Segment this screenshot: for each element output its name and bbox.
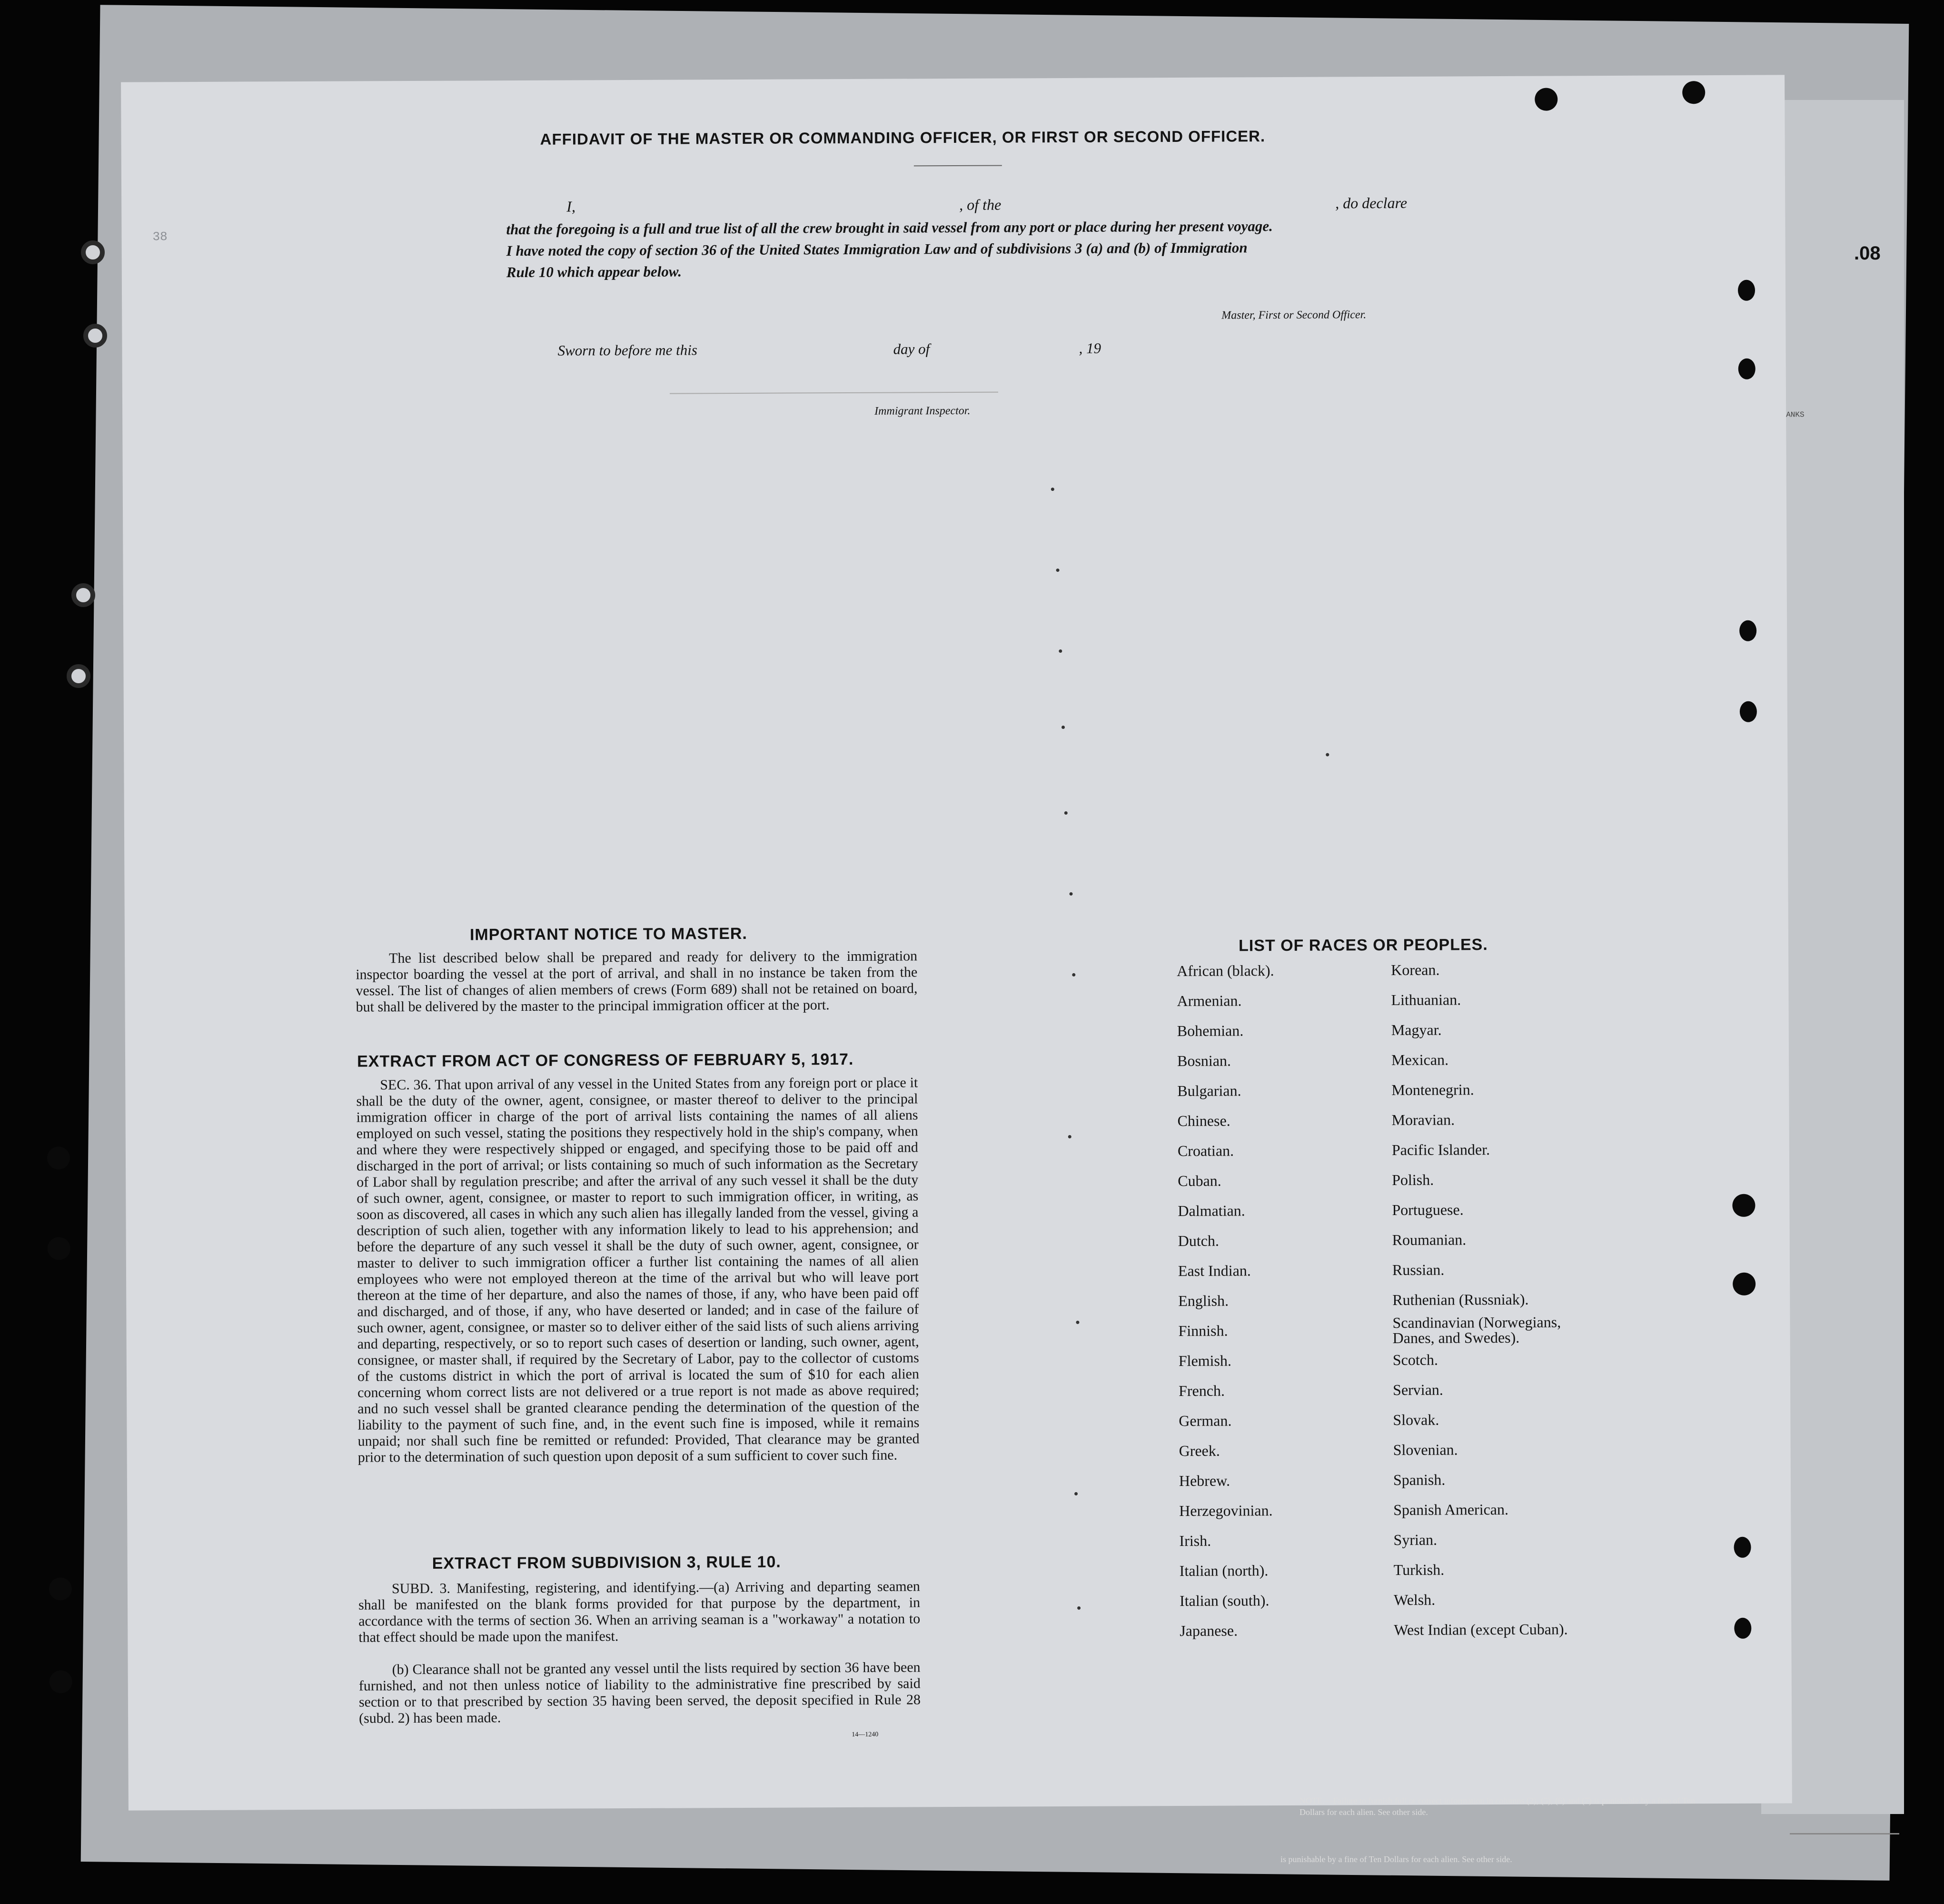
race-item: Bulgarian. xyxy=(1177,1082,1241,1099)
affidavit-title: AFFIDAVIT OF THE MASTER OR COMMANDING OFFICER, OR FIRST OR SECOND OFFICER. xyxy=(540,127,1266,148)
speck xyxy=(1077,1606,1081,1610)
margin-mark-left: 38 xyxy=(152,229,168,244)
rule-extract-text-b: (b) Clearance shall not be granted any vessel until the lists required by section 36 have been furnished, and not then unless notice of liability to the administrative fine prescribed by said section or to that prescribed by section 35 having been served, the deposit specified in Rule 28 (subd. 2) has been made. xyxy=(358,1659,921,1726)
race-item: Slovenian. xyxy=(1393,1441,1458,1459)
race-item: Bosnian. xyxy=(1177,1052,1231,1069)
speck xyxy=(1056,568,1060,572)
race-item: Portuguese. xyxy=(1392,1201,1464,1219)
punch-hole xyxy=(1738,280,1755,301)
affidavit-of-the: , of the xyxy=(959,196,1002,213)
race-item: Turkish. xyxy=(1393,1561,1445,1579)
race-item: Scandinavian (Norwegians, Danes, and Swedes). xyxy=(1392,1313,1561,1347)
race-item: Italian (south). xyxy=(1179,1592,1270,1609)
act-extract-title: EXTRACT FROM ACT OF CONGRESS OF FEBRUARY 5, 1917. xyxy=(357,1050,854,1071)
manifest-page xyxy=(121,75,1805,1810)
speck xyxy=(1061,726,1065,729)
punch-hole xyxy=(48,1237,70,1260)
race-item: Finnish. xyxy=(1178,1322,1228,1339)
race-item: French. xyxy=(1179,1382,1225,1399)
speck xyxy=(1051,488,1054,491)
master-signature-label: Master, First or Second Officer. xyxy=(1221,309,1367,322)
punch-hole xyxy=(47,1146,70,1169)
race-item: Welsh. xyxy=(1393,1591,1436,1609)
race-item: Italian (north). xyxy=(1179,1562,1269,1579)
race-item: Slovak. xyxy=(1393,1411,1439,1429)
races-column-1 xyxy=(1177,956,1277,1646)
affidavit-line-2: that the foregoing is a full and true list of all the crew brought in said vessel from any port or place during her present voyage. xyxy=(506,218,1273,238)
race-item: Russian. xyxy=(1392,1261,1445,1279)
race-item: West Indian (except Cuban). xyxy=(1394,1620,1568,1639)
race-item: Montenegrin. xyxy=(1391,1081,1474,1099)
race-item: Greek. xyxy=(1179,1442,1220,1459)
affidavit-i: I, xyxy=(566,198,575,215)
race-item: Polish. xyxy=(1392,1171,1434,1189)
race-item: Syrian. xyxy=(1393,1531,1438,1549)
form-number: 14—1240 xyxy=(852,1731,879,1738)
punch-hole xyxy=(1740,701,1757,722)
rule-extract-title: EXTRACT FROM SUBDIVISION 3, RULE 10. xyxy=(432,1553,781,1573)
affidavit-line-4: Rule 10 which appear below. xyxy=(506,263,682,281)
punch-hole xyxy=(1734,1537,1751,1558)
race-item: Chinese. xyxy=(1177,1112,1230,1129)
margin-mark-right: .08 xyxy=(1854,243,1881,264)
rule-extract-text-a: SUBD. 3. Manifesting, registering, and identifying.—(a) Arriving and departing seamen shall be manifested on the blank forms provided for that purpose by the department, in accordance with the terms of section 36. When an arriving seaman is a "workaway" a notation to that effect should be made upon the manifest. xyxy=(358,1578,921,1645)
race-item: Cuban. xyxy=(1178,1172,1221,1189)
day-of-label: day of xyxy=(893,340,930,358)
inspector-label: Immigrant Inspector. xyxy=(874,404,971,418)
race-item: Moravian. xyxy=(1391,1111,1455,1129)
race-item: Croatian. xyxy=(1177,1142,1234,1159)
notice-text: The list described below shall be prepared and ready for delivery to the immigration inspector boarding the vessel at the port of arrival, and shall in no instance be taken from the vessel. The list of changes of alien members of crews (Form 689) shall not be retained on board, but shall be delivered by the master to the principal immigration officer at the port. xyxy=(356,948,918,1015)
race-item: Flemish. xyxy=(1178,1352,1232,1369)
punch-hole xyxy=(49,1577,72,1600)
race-item: Lithuanian. xyxy=(1391,991,1461,1009)
inspector-signature-line xyxy=(670,392,998,394)
race-item: Ruthenian (Russniak). xyxy=(1392,1290,1529,1309)
speck xyxy=(1068,1135,1071,1138)
race-item: Spanish. xyxy=(1393,1471,1446,1489)
race-item: Irish. xyxy=(1179,1532,1211,1549)
race-item: German. xyxy=(1179,1412,1232,1429)
binder-ring xyxy=(83,324,107,348)
binder-ring xyxy=(71,583,95,607)
race-item: Dalmatian. xyxy=(1178,1202,1245,1219)
race-item: Spanish American. xyxy=(1393,1500,1509,1519)
divider xyxy=(1790,1833,1899,1834)
act-extract-text: SEC. 36. That upon arrival of any vessel in the United States from any foreign port or place it shall be the duty of the owner, agent, consignee, or master thereof to deliver to the principal immigration officer in charge of the port of arrival lists containing the names of all aliens employed on such vessel, stating the positions they respectively hold in the ship's company, when and where they were respectively shipped or engaged, and specifying those to be paid off and discharged in the port of arrival; or lists containing so much of such information as the Secretary of Labor shall by regulation prescribe; and after the arrival of any such vessel it shall be the duty of such owner, agent, consignee, or master to report to such immigration officer, in writing, as soon as discovered, all cases in which any such alien has illegally landed from the vessel, giving a description of such alien, together with any information likely to lead to his apprehension; and before the departure of any such vessel it shall be the duty of such owner, agent, consignee, or master to deliver to such immigration officer a further list containing the names of all alien employees who were not employed thereon at the time of the arrival but who will leave port thereon at the time of her departure, and also the names of those, if any, who have been paid off and discharged, and of those, if any, who have deserted or landed; and in case of the failure of such owner, agent, consignee, or master so to deliver either of the said lists of such aliens arriving and departing, respectively, or so to report such cases of desertion or landing, such owner, agent, consignee, or master shall, if required by the Secretary of Labor, pay to the collector of customs of the customs district in which the port of arrival is located the sum of $10 for each alien concerning whom correct lists are not delivered or a true report is not made as above required; and no such vessel shall be granted clearance pending the determination of the question of the liability to the payment of such fine, and, in the event such fine is imposed, while it remains unpaid; nor shall such fine be remitted or refunded: Provided, That clearance may be granted prior to the determination of such question upon deposit of a sum sufficient to cover such fine. xyxy=(356,1075,920,1465)
race-item: Roumanian. xyxy=(1392,1231,1467,1249)
margin-mark-small: ANKS xyxy=(1786,410,1805,419)
speck xyxy=(1074,1492,1078,1495)
footer-note: NOTE.—Failure to furnish full or correct information in columns (2), (5), (6) and (7) is punishable by a fine of Ten Dollars for each alien. See other side. xyxy=(1299,1796,1695,1817)
punch-hole xyxy=(1739,620,1756,641)
race-item: Dutch. xyxy=(1178,1232,1220,1249)
race-item: English. xyxy=(1178,1292,1229,1309)
race-item: Hebrew. xyxy=(1179,1472,1230,1489)
race-item: African (black). xyxy=(1177,962,1274,979)
sworn-label: Sworn to before me this xyxy=(557,341,697,359)
punch-hole xyxy=(1535,88,1557,110)
footer-note-underlying: is punishable by a fine of Ten Dollars for each alien. See other side. xyxy=(1280,1854,1512,1864)
speck xyxy=(1072,973,1075,977)
race-item: Scotch. xyxy=(1392,1351,1438,1369)
affidavit-declare: , do declare xyxy=(1335,194,1408,212)
race-item: Japanese. xyxy=(1180,1622,1238,1639)
speck xyxy=(1070,892,1073,896)
binder-ring xyxy=(67,664,90,688)
binder-ring xyxy=(81,240,105,264)
affidavit-line-3: I have noted the copy of section 36 of the United States Immigration Law and of subdivisions 3 (a) and (b) of Immigration xyxy=(506,239,1248,259)
punch-hole xyxy=(1732,1194,1755,1217)
speck xyxy=(1326,753,1329,757)
punch-hole xyxy=(1734,1618,1751,1639)
race-item: Mexican. xyxy=(1391,1051,1449,1069)
race-item: Armenian. xyxy=(1177,992,1242,1009)
year-label: , 19 xyxy=(1079,339,1101,357)
divider xyxy=(914,165,1002,167)
race-item: East Indian. xyxy=(1178,1262,1251,1279)
speck xyxy=(1059,649,1062,653)
race-item: Bohemian. xyxy=(1177,1022,1244,1039)
punch-hole xyxy=(1682,81,1705,104)
race-item: Servian. xyxy=(1393,1381,1443,1399)
speck xyxy=(1064,811,1068,815)
races-column-2 xyxy=(1391,954,1603,1645)
notice-title: IMPORTANT NOTICE TO MASTER. xyxy=(469,924,747,944)
races-title: LIST OF RACES OR PEOPLES. xyxy=(1238,936,1488,955)
race-item: Herzegovinian. xyxy=(1179,1502,1273,1519)
race-item: Pacific Islander. xyxy=(1391,1141,1490,1159)
race-item: Magyar. xyxy=(1391,1021,1442,1039)
speck xyxy=(1076,1321,1079,1324)
punch-hole xyxy=(1738,359,1756,379)
punch-hole xyxy=(50,1670,72,1693)
punch-hole xyxy=(1733,1273,1756,1296)
race-item: Korean. xyxy=(1391,961,1440,979)
